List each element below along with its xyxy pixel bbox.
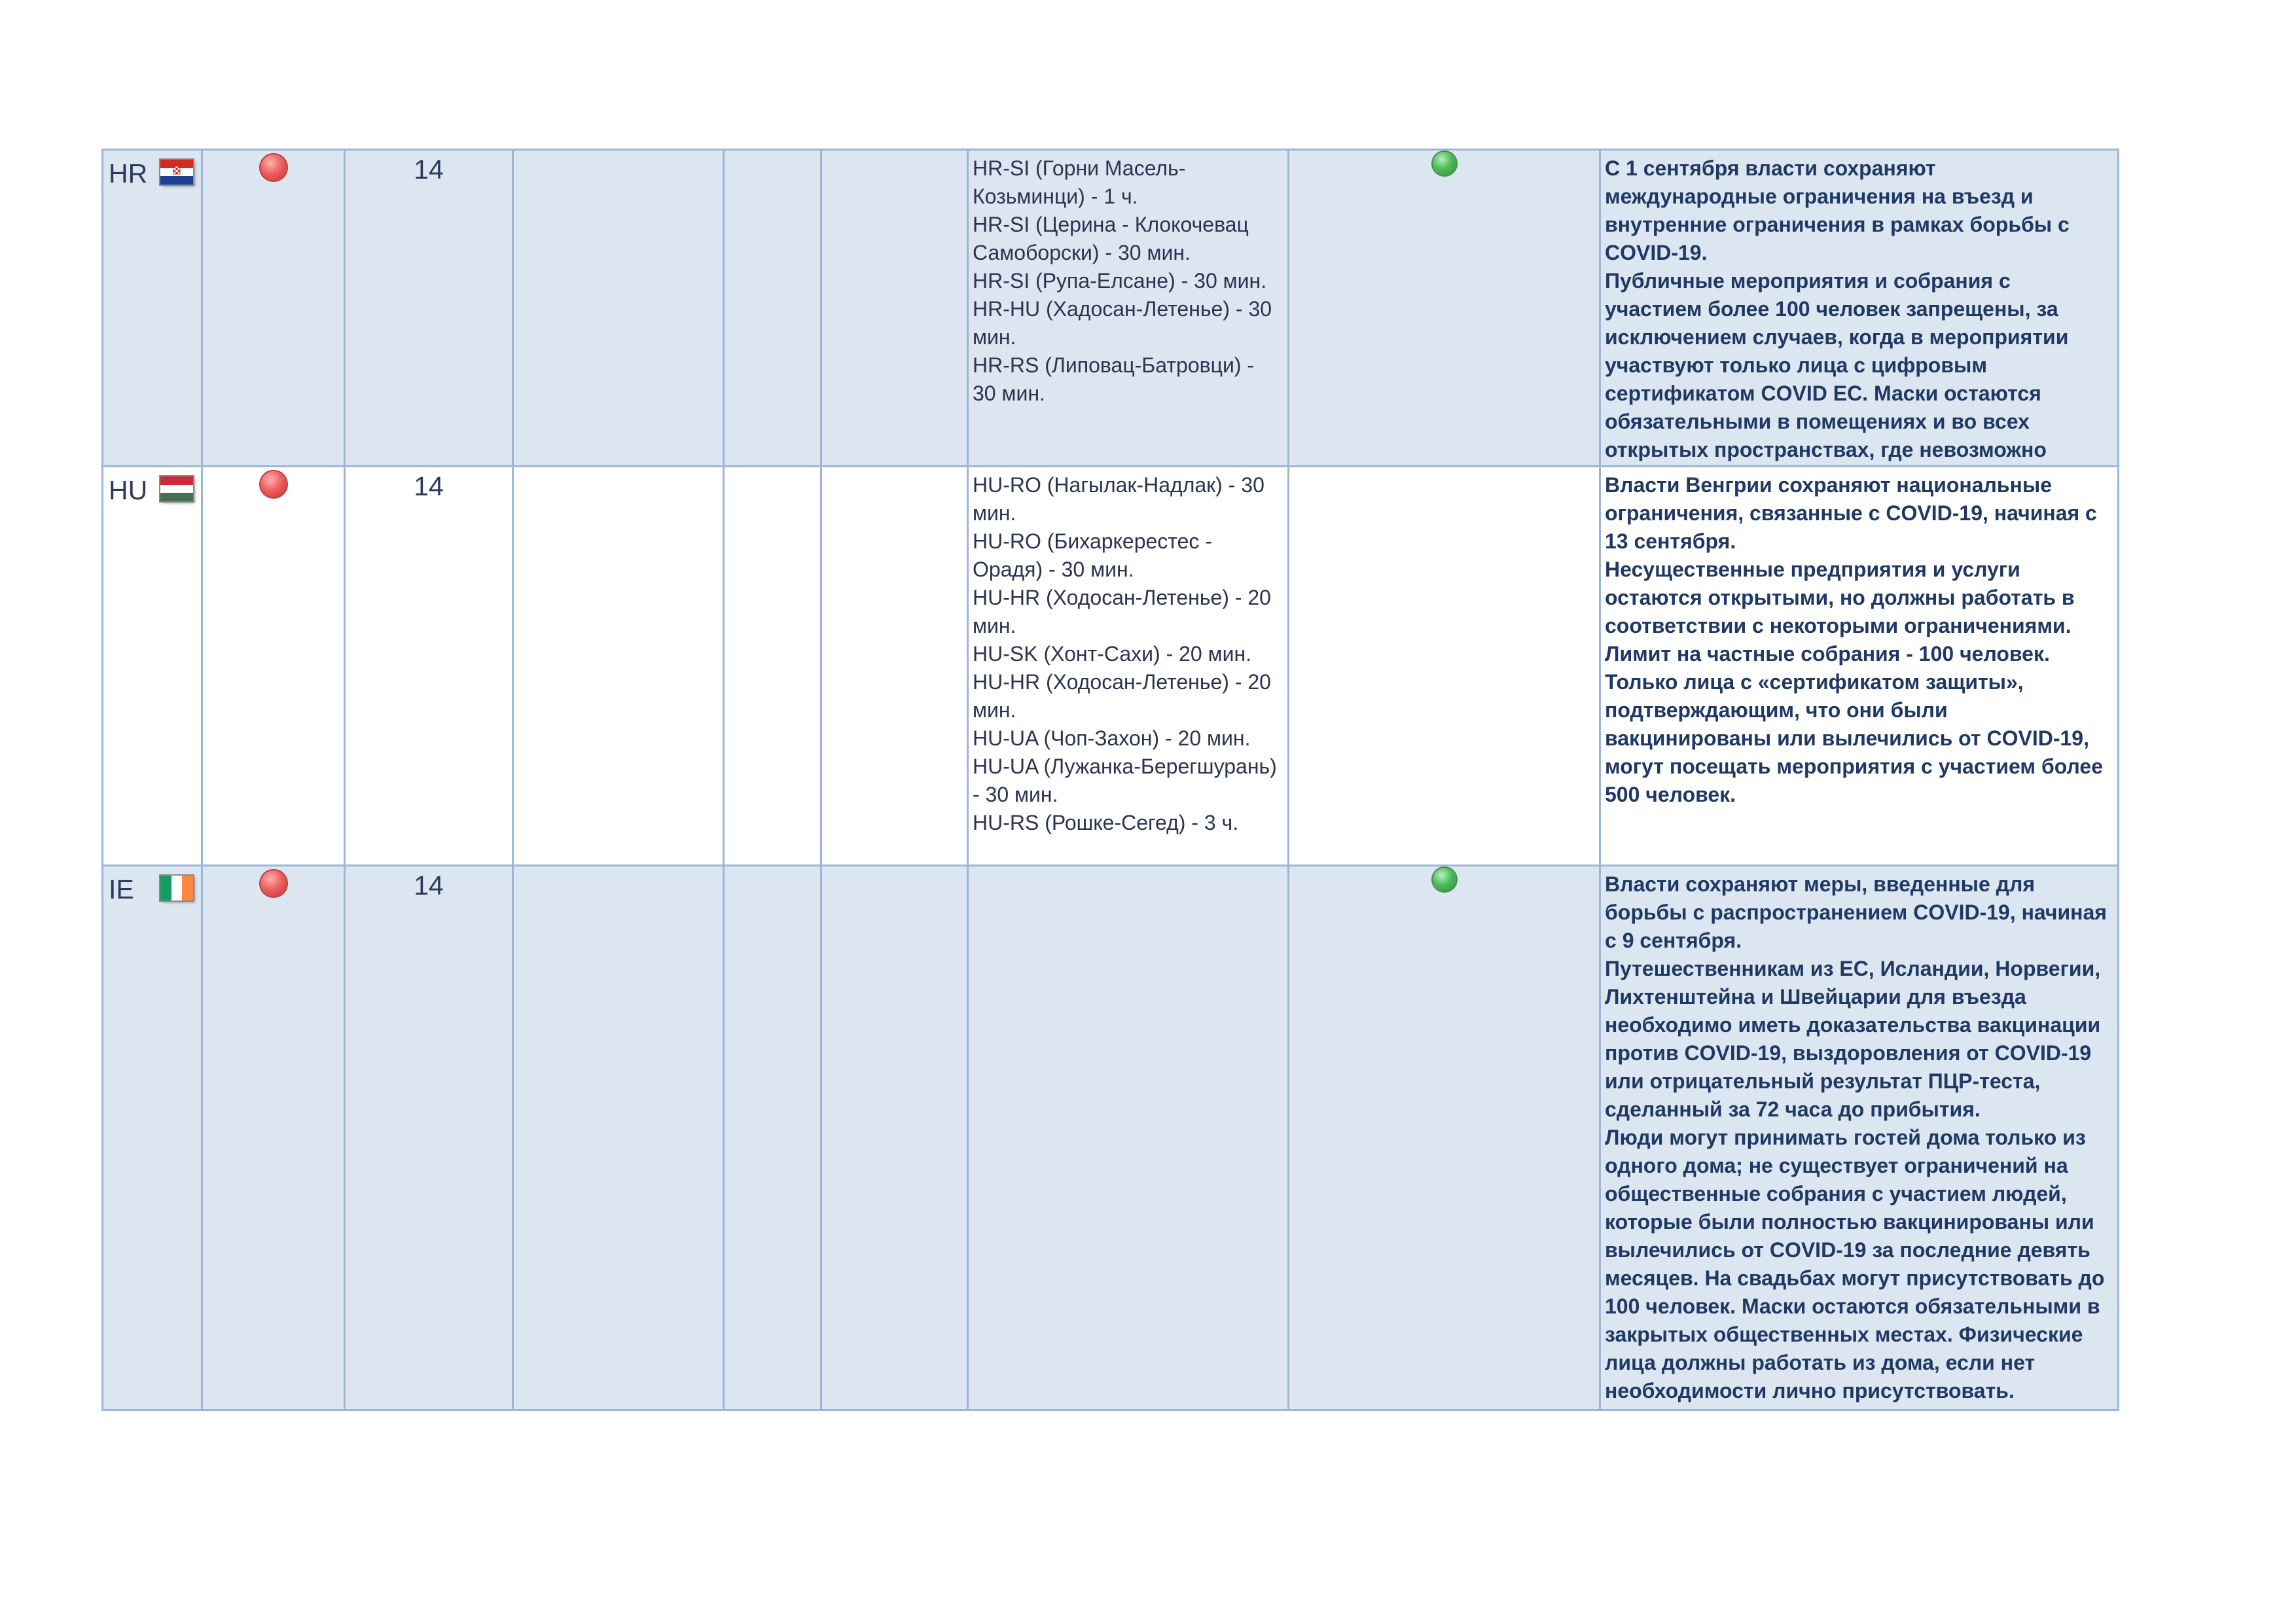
note-line: лица должны работать из дома, если нет: [1605, 1351, 2036, 1374]
days-cell: [345, 467, 513, 866]
empty-cell-c: [821, 467, 968, 866]
border-crossings-cell: [968, 467, 1289, 866]
note-line: остаются открытыми, но должны работать в: [1605, 586, 2075, 609]
note-line: COVID-19.: [1605, 241, 1708, 264]
status-cell: [202, 467, 345, 866]
empty-cell-b: [724, 150, 821, 467]
empty-cell-b: [724, 467, 821, 866]
note-line: вылечились от COVID-19 за последние девять: [1605, 1238, 2090, 1262]
days-value: 14: [414, 154, 444, 185]
note-line: борьбы с распространением COVID-19, начиная: [1605, 901, 2107, 924]
days-cell: [345, 150, 513, 467]
note-line: Путешественникам из ЕС, Исландии, Норвегии,: [1605, 957, 2101, 980]
note-line: или отрицательный результат ПЦР-теста,: [1605, 1069, 2041, 1093]
note-line: одного дома; не существует ограничений на: [1605, 1154, 2068, 1177]
note-line: Лимит на частные собрания - 100 человек.: [1605, 642, 2050, 666]
note-line: вакцинированы или вылечились от COVID-19,: [1605, 726, 2089, 750]
note-line: закрытых общественных местах. Физические: [1605, 1323, 2083, 1346]
note-line: Власти сохраняют меры, введенные для: [1605, 872, 2035, 896]
border-crossing-line: HU-RS (Рошке-Сегед) - 3 ч.: [973, 811, 1239, 834]
note-line: с 9 сентября.: [1605, 929, 1742, 952]
note-line: Публичные мероприятия и собрания с: [1605, 269, 2011, 293]
border-crossing-line: HU-UA (Чоп-Захон) - 20 мин.: [973, 726, 1251, 750]
note-line: Только лица с «сертификатом защиты»,: [1605, 670, 2024, 694]
note-line: исключением случаев, когда в мероприятии: [1605, 325, 2069, 349]
note-line: необходимо иметь доказательства вакцинации: [1605, 1013, 2101, 1037]
table-row: [103, 150, 2119, 467]
notes-cell: [1600, 866, 2119, 1410]
notes-cell: [1600, 150, 2119, 467]
indicator-cell: [1289, 467, 1600, 866]
red-status-dot-icon: [260, 154, 287, 181]
note-line: внутренние ограничения в рамках борьбы с: [1605, 213, 2070, 236]
note-line: участвуют только лица с цифровым: [1605, 353, 1987, 377]
border-crossing-line: мин.: [973, 325, 1016, 349]
border-crossing-line: мин.: [973, 501, 1016, 525]
note-line: Власти Венгрии сохраняют национальные: [1605, 473, 2052, 497]
green-status-dot-icon: [1433, 868, 1456, 891]
days-value: 14: [414, 471, 444, 501]
border-crossing-line: HR-SI (Церина - Клокочевац: [973, 213, 1249, 236]
note-line: С 1 сентября власти сохраняют: [1605, 156, 1936, 180]
border-crossing-line: HR-SI (Рупа-Елсане) - 30 мин.: [973, 269, 1267, 293]
border-crossing-line: HU-SK (Хонт-Сахи) - 20 мин.: [973, 642, 1252, 666]
note-line: месяцев. На свадьбах могут присутствовать до: [1605, 1266, 2105, 1290]
empty-cell-c: [821, 150, 968, 467]
note-line: могут посещать мероприятия с участием более: [1605, 755, 2103, 778]
border-crossing-line: мин.: [973, 614, 1016, 637]
border-crossing-line: Козьминци) - 1 ч.: [973, 185, 1138, 208]
empty-cell-b: [724, 866, 821, 1410]
border-crossing-line: мин.: [973, 698, 1016, 722]
border-crossings-cell: [968, 866, 1289, 1410]
border-crossing-line: HU-RO (Бихаркерестес -: [973, 529, 1212, 553]
note-line: общественные собрания с участием людей,: [1605, 1182, 2067, 1205]
country-cell: [103, 467, 202, 866]
border-crossing-line: HR-SI (Горни Масель-: [973, 156, 1186, 180]
note-line: участием более 100 человек запрещены, за: [1605, 297, 2058, 321]
status-cell: [202, 150, 345, 467]
border-crossing-line: HU-RO (Нагылак-Надлак) - 30: [973, 473, 1265, 497]
note-line: необходимости лично присутствовать.: [1605, 1379, 2015, 1402]
country-code: HR: [109, 158, 148, 188]
note-line: 100 человек. Маски остаются обязательными в: [1605, 1294, 2100, 1318]
note-line: соответствии с некоторыми ограничениями.: [1605, 614, 2072, 637]
border-crossing-line: HU-HR (Ходосан-Летенье) - 20: [973, 586, 1271, 609]
notes-cell: [1600, 467, 2119, 866]
border-crossing-line: Орадя) - 30 мин.: [973, 558, 1134, 581]
border-crossing-line: - 30 мин.: [973, 783, 1058, 806]
table-row: [103, 866, 2119, 1410]
border-crossings-cell: [968, 150, 1289, 467]
note-line: обязательными в помещениях и во всех: [1605, 410, 2030, 433]
country-cell: [103, 866, 202, 1410]
status-cell: [202, 866, 345, 1410]
empty-cell-a: [513, 866, 724, 1410]
note-line: Лихтенштейна и Швейцарии для въезда: [1605, 985, 2026, 1008]
note-line: Люди могут принимать гостей дома только из: [1605, 1126, 2086, 1149]
note-line: ограничения, связанные с COVID-19, начиная с: [1605, 501, 2097, 525]
border-crossing-line: Самоборски) - 30 мин.: [973, 241, 1191, 264]
empty-cell-a: [513, 467, 724, 866]
border-crossing-line: HU-UA (Лужанка-Берегшурань): [973, 755, 1277, 778]
border-crossing-line: 30 мин.: [973, 382, 1045, 405]
croatia-flag-icon: [160, 160, 193, 185]
note-line: открытых пространствах, где невозможно: [1605, 438, 2047, 461]
border-crossing-line: HU-HR (Ходосан-Летенье) - 20: [973, 670, 1271, 694]
hungary-flag-icon: [160, 476, 193, 501]
covid-restrictions-table: [101, 149, 2119, 1411]
red-status-dot-icon: [260, 471, 287, 497]
country-cell: [103, 150, 202, 467]
country-code: IE: [109, 874, 134, 904]
ireland-flag-icon: [160, 876, 193, 901]
empty-cell-c: [821, 866, 968, 1410]
note-line: подтверждающим, что они были: [1605, 698, 1948, 722]
country-code: HU: [109, 475, 148, 505]
green-status-dot-icon: [1433, 152, 1456, 175]
note-line: международные ограничения на въезд и: [1605, 185, 2034, 208]
note-line: 500 человек.: [1605, 783, 1736, 806]
border-crossing-line: HR-RS (Липовац-Батровци) -: [973, 353, 1255, 377]
note-line: сертификатом COVID ЕС. Маски остаются: [1605, 382, 2041, 405]
note-line: 13 сентября.: [1605, 529, 1736, 553]
days-value: 14: [414, 870, 444, 901]
table-row: [103, 467, 2119, 866]
border-crossing-line: HR-HU (Хадосан-Летенье) - 30: [973, 297, 1272, 321]
days-cell: [345, 866, 513, 1410]
note-line: Несущественные предприятия и услуги: [1605, 558, 2020, 581]
red-status-dot-icon: [260, 870, 287, 897]
indicator-cell: [1289, 150, 1600, 467]
note-line: сделанный за 72 часа до прибытия.: [1605, 1097, 1981, 1121]
empty-cell-a: [513, 150, 724, 467]
indicator-cell: [1289, 866, 1600, 1410]
note-line: которые были полностью вакцинированы или: [1605, 1210, 2094, 1234]
note-line: против COVID-19, выздоровления от COVID-19: [1605, 1041, 2092, 1065]
